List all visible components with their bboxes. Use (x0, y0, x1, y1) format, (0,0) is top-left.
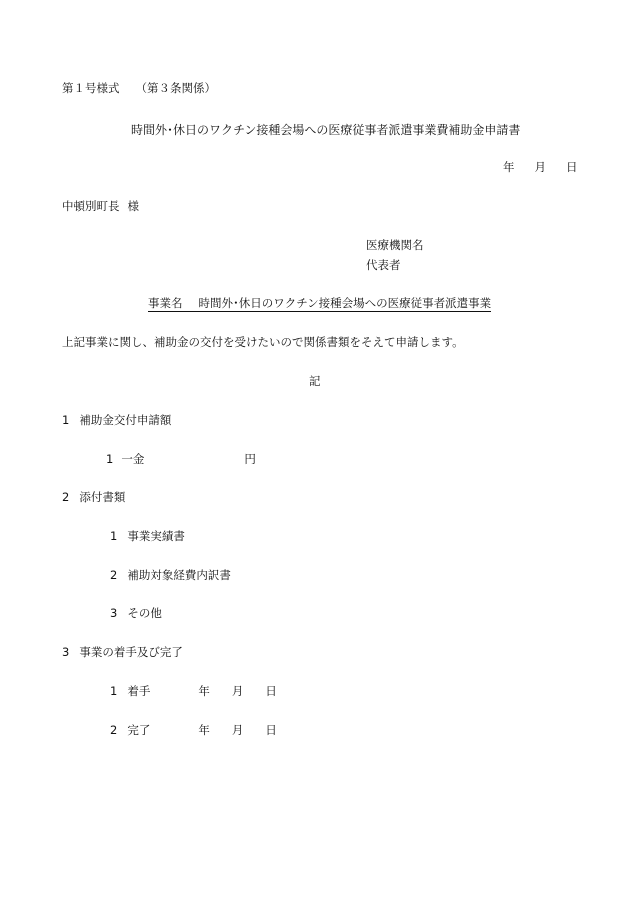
item-number: 2 (110, 568, 118, 582)
section-heading (62, 490, 125, 504)
start-month-label: 月 (231, 684, 244, 698)
amount-label: 一金 (121, 452, 145, 466)
item-number: 1 (110, 529, 118, 543)
applicant-institution-label: 医療機関名 (366, 238, 424, 252)
item-number: 3 (110, 606, 118, 620)
end-day-label: 日 (265, 723, 277, 737)
list-item (110, 684, 277, 698)
item-number: 2 (110, 723, 118, 737)
applicant-representative-label: 代表者 (366, 258, 401, 272)
project-label: 事業名 (148, 296, 183, 310)
item-label: その他 (127, 606, 162, 620)
section-title: 事業の着手及び完了 (79, 645, 183, 659)
form-relation-label: （第３条関係） (135, 81, 216, 95)
addressee-name: 中頓別町長 (62, 199, 120, 213)
section-number: 2 (62, 490, 70, 504)
project-name-line (148, 296, 491, 312)
list-item (110, 529, 185, 543)
item-label: 着手 (127, 684, 151, 698)
end-year-label: 年 (198, 723, 210, 737)
list-item (106, 452, 256, 466)
document-title: 時間外･休日のワクチン接種会場への医療従事者派遣事業費補助金申請書 (131, 123, 521, 137)
start-day-label: 日 (265, 684, 277, 698)
form-number-label: 第１号様式 (62, 81, 120, 95)
addressee (62, 199, 139, 213)
date-day-label: 日 (566, 160, 578, 174)
list-item (110, 606, 162, 620)
amount-unit: 円 (244, 452, 256, 466)
end-month-label: 月 (231, 723, 244, 737)
form-number (62, 81, 216, 95)
item-label: 事業実績書 (127, 529, 185, 543)
addressee-honorific: 様 (127, 199, 139, 213)
project-name: 時間外･休日のワクチン接種会場への医療従事者派遣事業 (198, 296, 492, 310)
date-year-label: 年 (503, 160, 515, 174)
list-item (110, 723, 277, 737)
intro-text: 上記事業に関し、補助金の交付を受けたいので関係書類をそえて申請します。 (62, 335, 464, 349)
date-month-label: 月 (534, 160, 546, 174)
section-heading (62, 645, 183, 659)
item-label: 完了 (127, 723, 151, 737)
item-label: 補助対象経費内訳書 (127, 568, 231, 582)
item-number: 1 (110, 684, 118, 698)
start-year-label: 年 (198, 684, 210, 698)
item-number: 1 (106, 452, 114, 466)
section-heading (62, 413, 171, 427)
section-title: 添付書類 (79, 490, 126, 504)
section-title: 補助金交付申請額 (79, 413, 172, 427)
submission-date (503, 160, 578, 174)
section-number: 1 (62, 413, 70, 427)
ki-heading: 記 (309, 374, 321, 388)
section-number: 3 (62, 645, 70, 659)
list-item (110, 568, 231, 582)
